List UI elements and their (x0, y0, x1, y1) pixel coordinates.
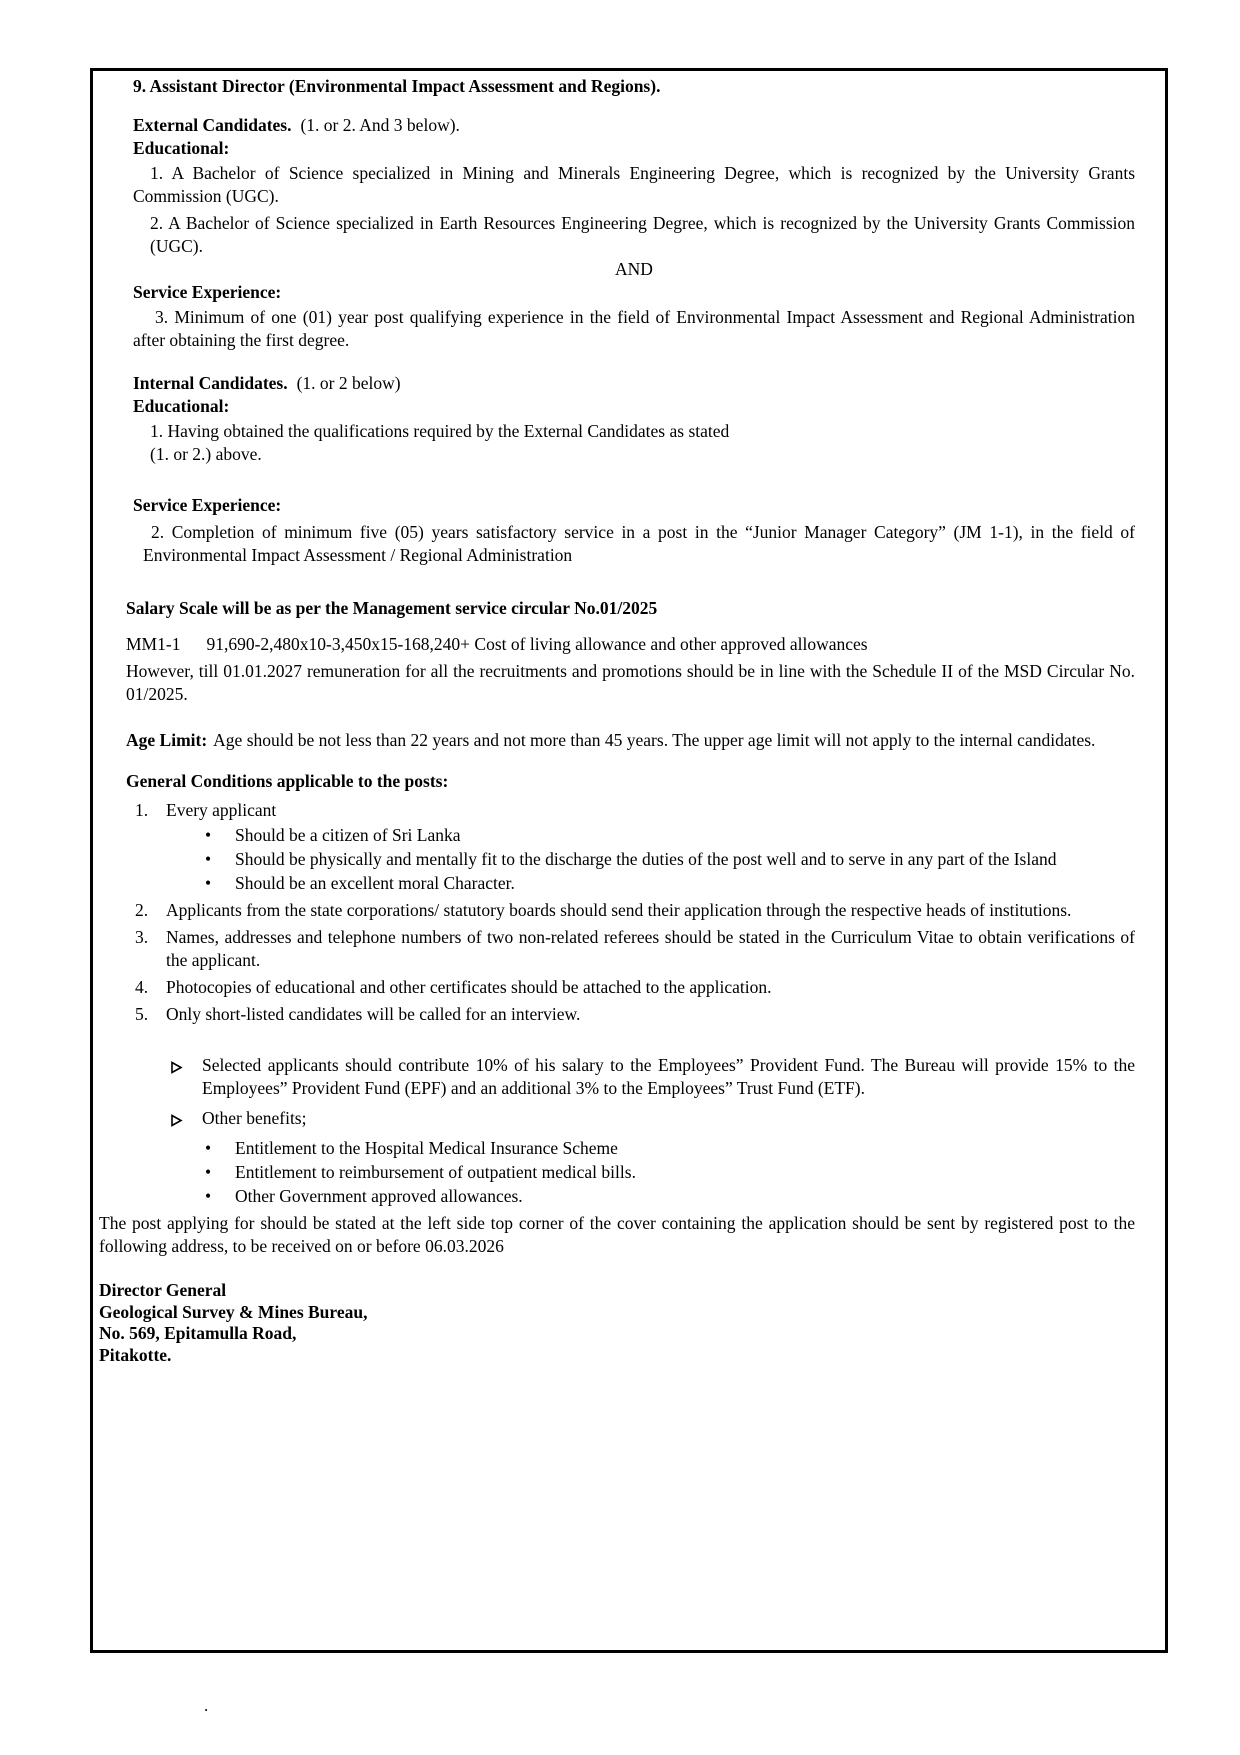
external-educational-label: Educational: (133, 138, 230, 158)
postal-address-block (99, 1280, 1135, 1366)
internal-service-experience-item: 2. Completion of minimum five (05) years satisfactory service in a post in the “Junior Manager Category” (JM 1-1), in the field of Environmental Impact Assessment / Regional Administration (143, 522, 1135, 565)
document-border-box (90, 68, 1168, 1653)
bullet-icon: • (205, 849, 212, 869)
internal-educational-item-line1: 1. Having obtained the qualifications required by the External Candidates as stated (150, 421, 730, 441)
reimbursement-bullet (205, 1161, 1135, 1184)
address-line-street: No. 569, Epitamulla Road, (99, 1323, 297, 1343)
allowances-bullet (205, 1185, 1135, 1208)
condition-item-1 (135, 799, 1135, 822)
bullet-icon: • (205, 1186, 212, 1206)
bullet-icon: • (205, 873, 212, 893)
condition-item-5-text: Only short-listed candidates will be called for an interview. (166, 1004, 581, 1024)
condition-item-2 (135, 899, 1135, 922)
condition-item-1-text: Every applicant (166, 800, 277, 820)
external-candidates-label: External Candidates. (133, 115, 292, 135)
external-service-experience-item: 3. Minimum of one (01) year post qualifying experience in the field of Environmental Impact Assessment and Regional Administration after obtaining the first degree. (133, 307, 1135, 350)
citizen-bullet-text: Should be a citizen of Sri Lanka (235, 825, 461, 845)
external-educational-item-2: 2. A Bachelor of Science specialized in Earth Resources Engineering Degree, which is recognized by the University Grants Commission (UGC). (150, 213, 1135, 256)
external-candidates-heading (133, 114, 1135, 137)
insurance-bullet-text: Entitlement to the Hospital Medical Insurance Scheme (235, 1138, 618, 1158)
bullet-icon: • (205, 825, 212, 845)
internal-service-experience-label: Service Experience: (133, 495, 282, 515)
condition-item-2-text: Applicants from the state corporations/ statutory boards should send their application through the respective heads of institutions. (166, 900, 1072, 920)
arrow-bullet-icon (170, 1054, 202, 1100)
external-service-experience-label: Service Experience: (133, 282, 282, 302)
condition-item-3-text: Names, addresses and telephone numbers of two non-related referees should be stated in the Curriculum Vitae to obtain verifications of the applicant. (166, 927, 1135, 970)
address-line-director-general: Director General (99, 1280, 227, 1300)
page-footer-dot: . (204, 1696, 209, 1715)
internal-candidates-label: Internal Candidates. (133, 373, 288, 393)
condition-item-3-number: 3. (135, 927, 149, 947)
conjunction-and: AND (615, 259, 653, 279)
condition-item-1-number: 1. (135, 800, 149, 820)
arrow-bullet-icon (170, 1107, 202, 1133)
application-instructions-paragraph: The post applying for should be stated at the left side top corner of the cover containing the application should be sent by registered post to the following address, to be received on or before 06.03.2026 (99, 1213, 1135, 1256)
insurance-bullet (205, 1137, 1135, 1160)
reimbursement-bullet-text: Entitlement to reimbursement of outpatient medical bills. (235, 1162, 636, 1182)
allowances-bullet-text: Other Government approved allowances. (235, 1186, 523, 1206)
fitness-bullet (205, 848, 1135, 871)
other-benefits-item (170, 1107, 1135, 1133)
salary-scale-text: 91,690-2,480x10-3,450x15-168,240+ Cost of living allowance and other approved allowances (206, 634, 868, 654)
bullet-icon: • (205, 1162, 212, 1182)
provident-fund-text: Selected applicants should contribute 10% of his salary to the Employees” Provident Fund. The Bureau will provide 15% to the Employees” Provident Fund (EPF) and an additional 3% to the Employees” Trust Fund (ETF). (202, 1055, 1135, 1098)
salary-note: However, till 01.01.2027 remuneration for all the recruitments and promotions should be in line with the Schedule II of the MSD Circular No. 01/2025. (126, 661, 1135, 704)
condition-item-4-number: 4. (135, 977, 149, 997)
age-limit-label: Age Limit: (126, 730, 208, 750)
address-line-bureau: Geological Survey & Mines Bureau, (99, 1301, 368, 1322)
salary-scale-code: MM1-1 (126, 634, 181, 654)
moral-character-bullet (205, 872, 1135, 895)
provident-fund-item (170, 1054, 1135, 1100)
general-conditions-heading: General Conditions applicable to the posts: (126, 771, 449, 791)
salary-scale-line (126, 633, 1135, 656)
moral-character-bullet-text: Should be an excellent moral Character. (235, 873, 515, 893)
address-line-city: Pitakotte. (99, 1344, 172, 1365)
condition-item-5-number: 5. (135, 1004, 149, 1024)
citizen-bullet (205, 824, 1135, 847)
external-candidates-note: (1. or 2. And 3 below). (300, 115, 460, 135)
condition-item-5 (135, 1003, 1135, 1026)
salary-scale-heading: Salary Scale will be as per the Management service circular No.01/2025 (126, 598, 658, 618)
condition-item-3 (135, 926, 1135, 972)
internal-candidates-heading (133, 372, 1135, 395)
post-title: 9. Assistant Director (Environmental Impact Assessment and Regions). (133, 76, 661, 96)
fitness-bullet-text: Should be physically and mentally fit to the discharge the duties of the post well and to serve in any part of the Island (235, 849, 1057, 869)
internal-educational-label: Educational: (133, 396, 230, 416)
age-limit-paragraph (126, 729, 1135, 752)
condition-item-4-text: Photocopies of educational and other certificates should be attached to the application. (166, 977, 772, 997)
external-educational-item-1: 1. A Bachelor of Science specialized in Mining and Minerals Engineering Degree, which is recognized by the University Grants Commission (UGC). (133, 163, 1135, 206)
age-limit-text: Age should be not less than 22 years and not more than 45 years. The upper age limit will not apply to the internal candidates. (213, 730, 1096, 750)
internal-candidates-note: (1. or 2 below) (296, 373, 401, 393)
condition-item-4 (135, 976, 1135, 999)
bullet-icon: • (205, 1138, 212, 1158)
condition-item-2-number: 2. (135, 900, 149, 920)
other-benefits-text: Other benefits; (202, 1108, 307, 1128)
internal-educational-item-line2: (1. or 2.) above. (150, 444, 262, 464)
